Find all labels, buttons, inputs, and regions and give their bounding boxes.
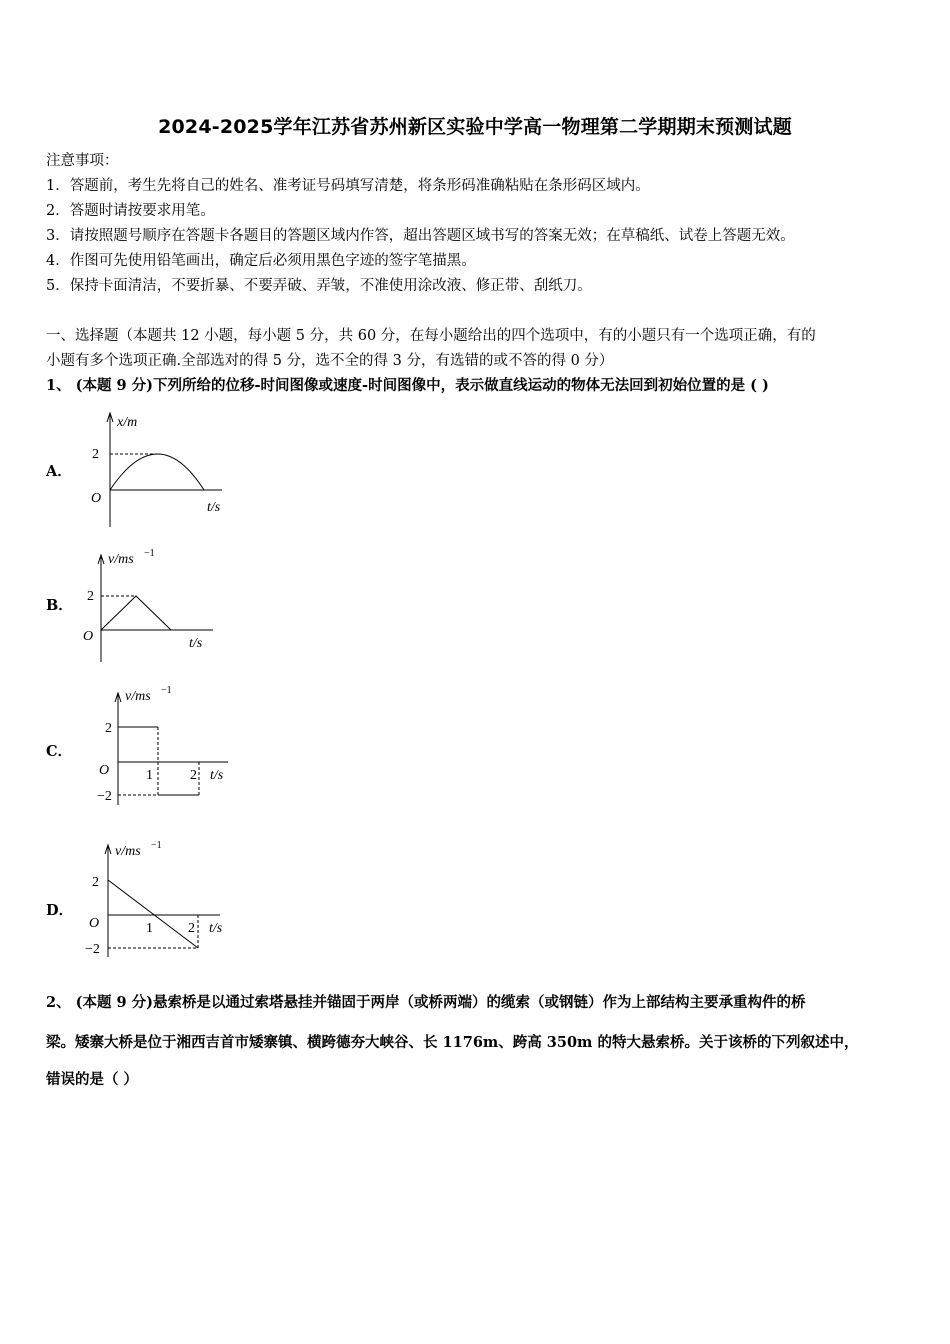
y-tick-positive: 2 (92, 875, 99, 890)
velocity-line (101, 596, 171, 630)
y-tick-positive: 2 (105, 721, 112, 736)
origin-label: O (91, 491, 102, 506)
notice-heading: 注意事项： (46, 153, 119, 169)
x-tick-1: 1 (146, 768, 153, 783)
y-axis-label: v/ms (115, 844, 141, 859)
y-tick-label: 2 (92, 447, 99, 462)
question-1-text: 1、 (本题 9 分)下列所给的位移-时间图像或速度-时间图像中，表示做直线运动的物体无法回到初始位置的是 ( ) (46, 377, 769, 394)
velocity-line (108, 880, 198, 948)
x-tick-2: 2 (190, 768, 197, 783)
x-axis-label: t/s (207, 500, 221, 515)
option-a-graph (80, 405, 240, 530)
y-axis-label: x/m (117, 415, 138, 430)
option-d-graph (80, 835, 250, 965)
x-tick-2: 2 (188, 921, 195, 936)
position-curve (110, 454, 204, 490)
y-axis-exponent: −1 (144, 548, 155, 559)
x-axis-label: t/s (210, 768, 224, 783)
section1-instructions-line1: 一、选择题（本题共 12 小题，每小题 5 分，共 60 分，在每小题给出的四个选项中，有的小题只有一个选项正确，有的 (46, 328, 816, 344)
origin-label: O (99, 763, 110, 778)
y-tick-label: 2 (87, 589, 94, 604)
y-axis-label: v/ms (125, 689, 151, 704)
y-tick-negative: −2 (97, 789, 112, 804)
option-b-graph (80, 545, 240, 665)
option-b-label: B． (46, 597, 73, 614)
notice-item-2: 2．答题时请按要求用笔。 (46, 203, 215, 219)
x-axis-label: t/s (209, 921, 223, 936)
origin-label: O (89, 916, 100, 931)
y-axis-exponent: −1 (161, 685, 172, 696)
option-c-graph (80, 680, 250, 810)
origin-label: O (83, 629, 94, 644)
section1-instructions-line2: 小题有多个选项正确.全部选对的得 5 分，选不全的得 3 分，有选错的或不答的得 0 分） (46, 353, 614, 369)
notice-item-1: 1．答题前，考生先将自己的姓名、准考证号码填写清楚，将条形码准确粘贴在条形码区域内。 (46, 178, 650, 194)
question-2-line1: 2、 (本题 9 分)悬索桥是以通过索塔悬挂并锚固于两岸（或桥两端）的缆索（或钢链）作为上部结构主要承重构件的桥 (46, 994, 806, 1011)
y-axis-exponent: −1 (151, 840, 162, 851)
option-a-label: A． (46, 463, 72, 480)
option-c-label: C． (46, 743, 73, 760)
x-axis-label: t/s (189, 636, 203, 651)
notice-item-3: 3．请按照题号顺序在答题卡各题目的答题区域内作答，超出答题区域书写的答案无效；在草稿纸、试卷上答题无效。 (46, 228, 795, 244)
question-2-line3: 错误的是（ ） (46, 1071, 139, 1088)
y-tick-negative: −2 (85, 942, 100, 957)
y-axis-label: v/ms (108, 552, 134, 567)
question-2-line2: 梁。矮寨大桥是位于湘西吉首市矮寨镇、横跨德夯大峡谷、长 1176m、跨高 350m 的特大悬索桥。关于该桥的下列叙述中， (46, 1034, 859, 1051)
page-title: 2024-2025学年江苏省苏州新区实验中学高一物理第二学期期末预测试题 (158, 116, 792, 138)
x-tick-1: 1 (146, 921, 153, 936)
option-d-label: D． (46, 902, 74, 919)
notice-item-4: 4．作图可先使用铅笔画出，确定后必须用黑色字迹的签字笔描黑。 (46, 253, 476, 269)
notice-item-5: 5．保持卡面清洁，不要折暴、不要弄破、弄皱，不准使用涂改液、修正带、刮纸刀。 (46, 278, 592, 294)
